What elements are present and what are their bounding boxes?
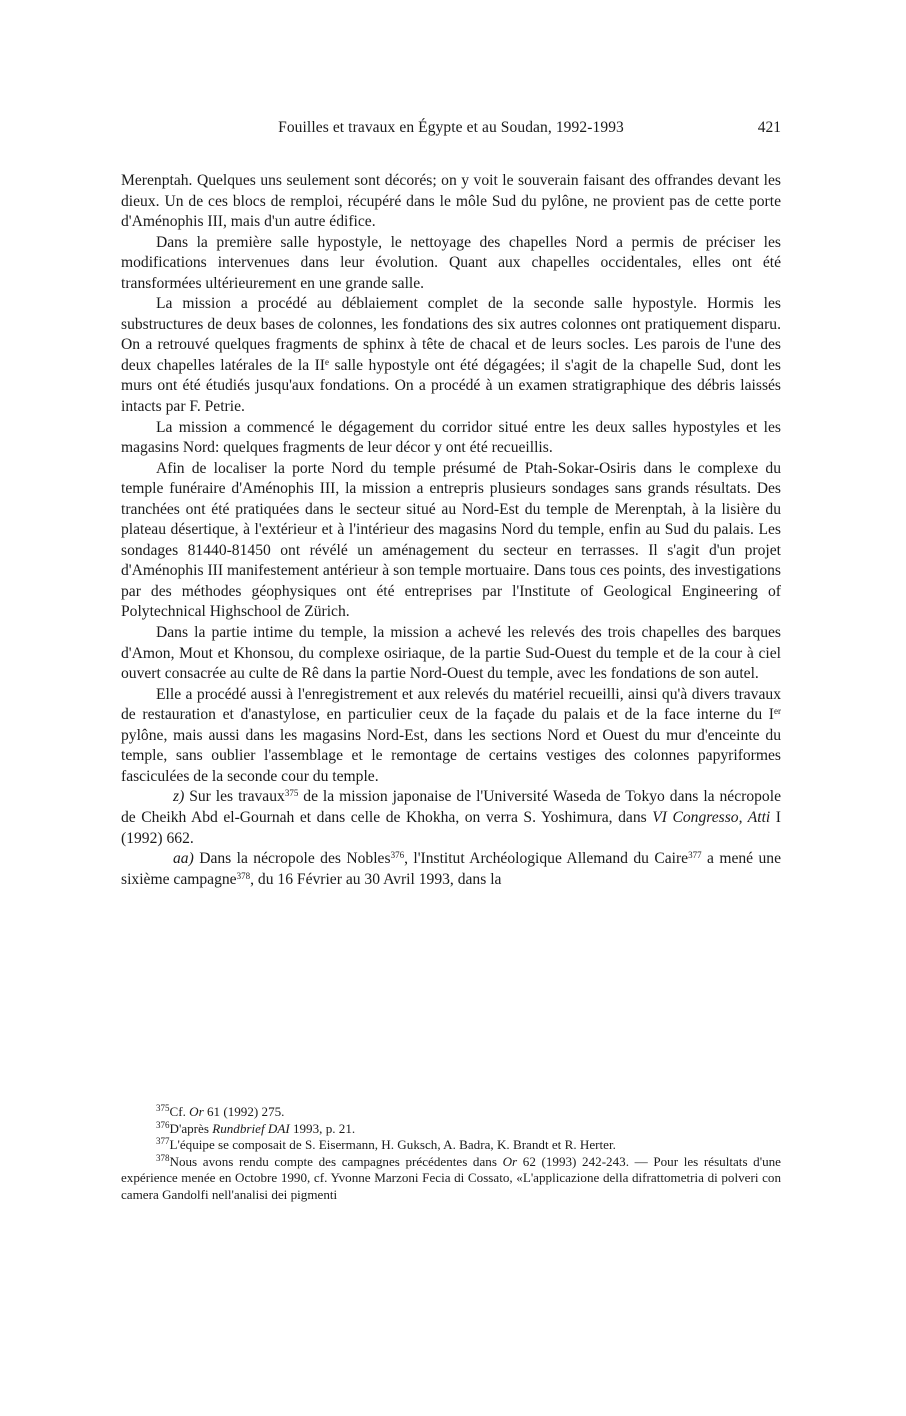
running-header (121, 119, 781, 141)
text-run: L'équipe se composait de S. Eisermann, H. Guksch, A. Badra, K. Brandt et R. Herter. (169, 1137, 616, 1152)
footnote (121, 1104, 781, 1121)
footnote-number: 377 (156, 1136, 170, 1146)
footnote-number: 376 (156, 1119, 170, 1130)
footnote-ref[interactable]: 377 (688, 850, 702, 861)
superscript: e (325, 356, 329, 367)
paragraph: Merenptah. Quelques uns seulement sont décorés; on y voit le souverain faisant des offrandes devant les dieux. Un de ces blocs de remploi, récupéré dans le môle Sud du pylône, ne provient pas de cette porte d'Aménophis III, mais d'un autre édifice. (121, 172, 781, 231)
text-run: Dans la nécropole des Nobles (193, 850, 391, 868)
italic-title: Or (502, 1153, 518, 1169)
text-run: La mission a procédé au déblaiement complet de la seconde salle hypostyle. Hormis les substructures de deux bases de colonnes, les fondations des six autres colonnes ont pratiquement disparu. On a retrouvé quelques fragments de sphinx à tête de chacal et de leurs socles. Les parois de l'une des deux chapelles latérales de la II (121, 295, 781, 374)
section-label: aa) (173, 850, 194, 868)
section-label: z) (173, 788, 185, 806)
text-run: pylône, mais aussi dans les magasins Nord-Est, dans les sections Nord et Ouest du mur d'enceinte du temple, sans oublier l'assemblage et le remontage de certains vestiges des colonnes papyriformes fasciculées de la seconde cour du temple. (121, 726, 781, 785)
footnote-number: 375 (156, 1103, 170, 1113)
footnote-ref[interactable]: 378 (236, 870, 251, 881)
text-run: I (1992) 662. (121, 808, 781, 847)
text-run: Cf. (169, 1104, 190, 1119)
text-run: a mené une sixième campagne (121, 850, 782, 888)
text-run: Elle a procédé aussi à l'enregistrement et aux relevés du matériel recueilli, ainsi qu'à divers travaux de restauration et d'anastylose, en particulier ceux de la façade du palais et de la face interne du I (121, 685, 781, 724)
main-text (121, 171, 781, 890)
footnote (121, 1121, 781, 1138)
footnotes (121, 1104, 781, 1203)
text-run: 62 (1993) 242-243. — Pour les résultats d'une expérience menée en Octobre 1990, cf. Yvonne Marzoni Fecia di Cossato, «L'applicazione della difrattometria di polveri con camera Gandolfi nell'analisi dei pigmenti (121, 1153, 781, 1202)
text-run: de la mission japonaise de l'Université Waseda de Tokyo dans la nécropole de Cheikh Abd el-Gournah et dans celle de Khokha, on verra S. Yoshimura, dans (121, 788, 781, 826)
superscript: er (774, 706, 781, 717)
footnote (121, 1137, 781, 1154)
footnote-ref[interactable]: 376 (390, 850, 405, 861)
page-number: 421 (757, 119, 781, 136)
paragraph: Afin de localiser la porte Nord du temple présumé de Ptah-Sokar-Osiris dans le complexe du temple funéraire d'Aménophis III, la mission a entrepris plusieurs sondages sans grands résultats. Des tranchées ont été pratiquées dans le secteur situé au Nord-Est du temple de Merenptah, à la lisière du plateau désertique, à l'extérieur et à l'intérieur des magasins Nord du temple, enfin au Sud du palais. Les sondages 81440-81450 ont révélé un aménagement du secteur en terrasses. Il s'agit d'un projet d'Aménophis III manifestement antérieur à son temple mortuaire. Dans tous ces points, des investigations par des méthodes géophysiques ont été entreprises par l'Institute of Geological Engineering of Polytechnical Highschool de Zürich. (121, 459, 781, 621)
italic-title: VI Congresso, Atti (652, 808, 771, 826)
text-run: D'après (169, 1120, 213, 1136)
paragraph: Dans la première salle hypostyle, le nettoyage des chapelles Nord a permis de préciser les modifications intervenues dans leur évolution. Quant aux chapelles occidentales, elles ont été transformées ultérieurement en une grande salle. (121, 233, 781, 292)
paragraph-aa (121, 849, 781, 890)
paragraph (121, 294, 781, 417)
text-run: Nous avons rendu compte des campagnes précédentes dans (169, 1153, 503, 1169)
text-run: Sur les travaux (184, 788, 285, 806)
paragraph: Dans la partie intime du temple, la mission a achevé les relevés des trois chapelles des barques d'Amon, Mout et Khonsou, du complexe osiriaque, de la partie Sud-Ouest du temple et de la cour à ciel ouvert consacrée au culte de Rê dans la partie Nord-Ouest du temple, avec les fondations de son autel. (121, 624, 781, 683)
paragraph: La mission a commencé le dégagement du corridor situé entre les deux salles hypostyles et les magasins Nord: quelques fragments de leur décor y ont été recueillis. (121, 418, 781, 457)
footnote (121, 1154, 781, 1204)
running-title: Fouilles et travaux en Égypte et au Soudan, 1992-1993 (278, 119, 624, 136)
text-run: , du 16 Février au 30 Avril 1993, dans la (250, 870, 502, 888)
text-run: 1993, p. 21. (289, 1120, 356, 1136)
footnote-ref[interactable]: 375 (284, 788, 299, 799)
paragraph (121, 685, 781, 788)
paragraph-z (121, 787, 781, 849)
footnote-number: 378 (156, 1152, 170, 1163)
text-run: , l'Institut Archéologique Allemand du Caire (404, 850, 689, 868)
text-run: salle hypostyle ont été dégagées; il s'agit de la chapelle Sud, dont les murs ont été étudiés jusqu'aux fondations. On a procédé à un examen stratigraphique des débris laissés intacts par F. Petrie. (121, 356, 781, 416)
text-run: 61 (1992) 275. (203, 1104, 285, 1119)
italic-title: Or (189, 1104, 204, 1119)
italic-title: Rundbrief DAI (212, 1120, 290, 1136)
